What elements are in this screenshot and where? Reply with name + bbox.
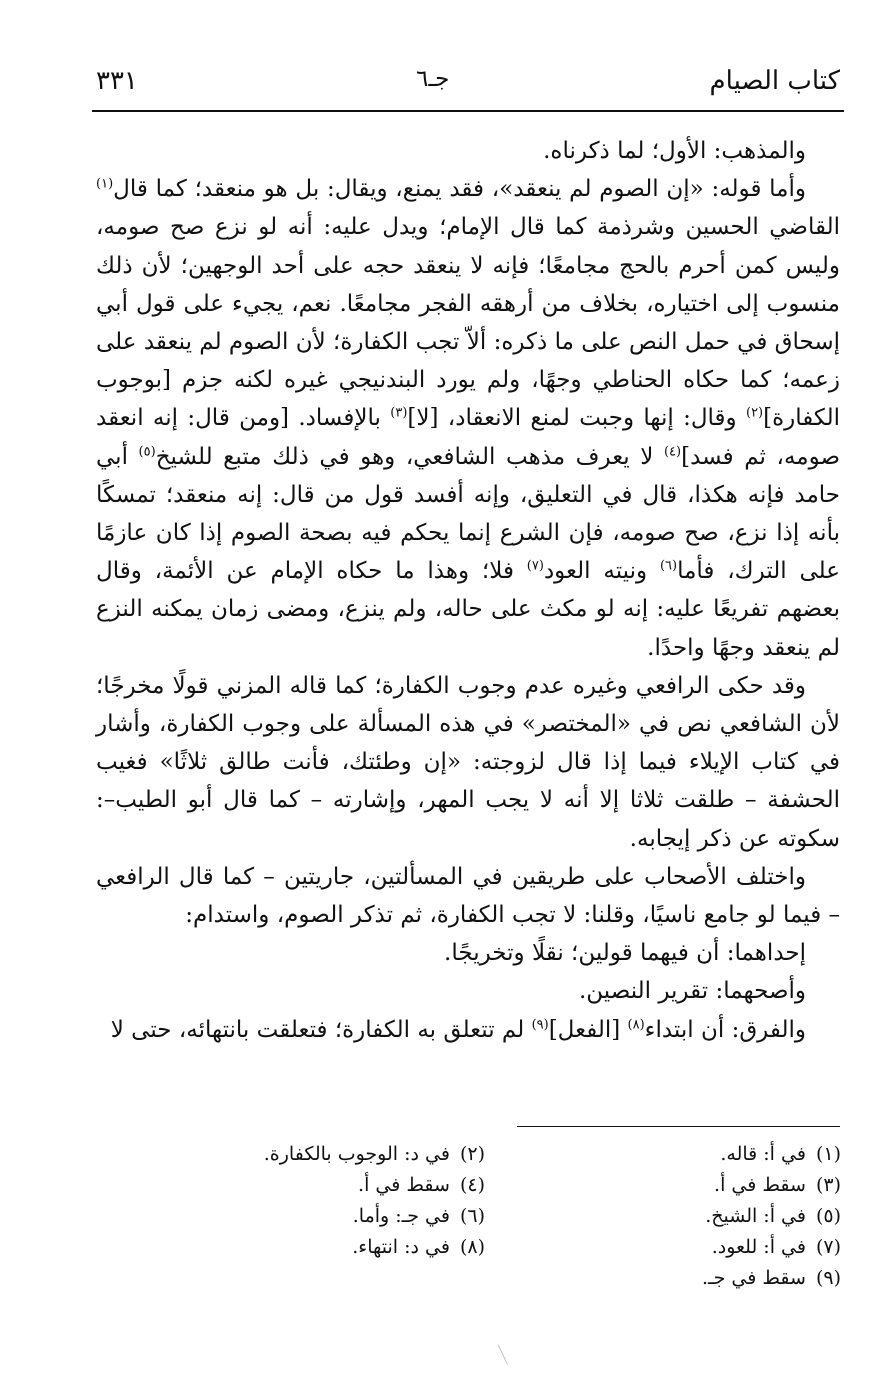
footnote-ref-7[interactable]: (٧) bbox=[526, 558, 544, 574]
page-number: ٣٣١ bbox=[96, 66, 138, 96]
chapter-title: كتاب الصيام bbox=[709, 66, 840, 96]
footnote-6: (٦)في جـ: وأما. bbox=[352, 1205, 485, 1227]
footnote-ref-9[interactable]: (٩) bbox=[531, 1017, 549, 1033]
footnote-ref-3[interactable]: (٣) bbox=[390, 405, 408, 421]
footnote-ref-6[interactable]: (٦) bbox=[659, 558, 678, 574]
header-divider bbox=[92, 110, 844, 112]
footnotes-odd-column bbox=[541, 1139, 841, 1294]
footnote-5: (٥)في أ: الشيخ. bbox=[705, 1205, 841, 1227]
footnote-7: (٧)في أ: للعود. bbox=[711, 1236, 841, 1258]
footnote-3: (٣)سقط في أ. bbox=[714, 1174, 841, 1196]
footnote-4: (٤)سقط في أ. bbox=[358, 1174, 485, 1196]
footnote-ref-1[interactable]: (١) bbox=[96, 176, 114, 192]
running-header bbox=[96, 62, 840, 102]
paragraph-4: واختلف الأصحاب على طريقين في المسألتين، جاريتين – كما قال الرافعي – فيما لو جامع ناسيًا، وقلنا: لا تجب الكفارة، ثم تذكر الصوم، واستدام: bbox=[96, 863, 840, 929]
paragraph-5: إحداهما: أن فيهما قولين؛ نقلًا وتخريجًا. bbox=[444, 940, 806, 967]
main-text bbox=[96, 132, 840, 1049]
volume-label: جـ٦ bbox=[416, 66, 450, 92]
footnote-2: (٢)في د: الوجوب بالكفارة. bbox=[263, 1143, 485, 1165]
footnote-divider bbox=[517, 1126, 840, 1127]
footnote-ref-4[interactable]: (٤) bbox=[663, 443, 682, 459]
footnote-ref-8[interactable]: (٨) bbox=[627, 1017, 645, 1033]
footnote-1: (١)في أ: قاله. bbox=[720, 1143, 841, 1165]
paragraph-2: وأما قوله: «إن الصوم لم ينعقد»، فقد يمنع، ويقال: بل هو منعقد؛ كما قال$^{(١)}$ القاضي الحسين وشرذمة كما قال الإمام؛ ويدل عليه: أنه لو نزع صح صومه، وليس كمن أحرم بالحج مجامعًا؛ فإنه لا ينعقد حجه على أحد الوجهين؛ لأن ذلك منسوب إلى اختياره، بخلاف من أرهقه الفجر مجامعًا. نعم، يجيء على قول أبي إسحاق في حمل النص على ما ذكره: ألاّ تجب الكفارة؛ لأن الصوم لم ينعقد على زعمه؛ كما حكاه الحناطي وجهًا، ولم يورد البندنيجي غيره لكنه جزم [بوجوب الكفارة]$^{(٢)}$ وقال: إنها وجبت لمنع الانعقاد، [لا]$^{(٣)}$ بالإفساد. [ومن قال: إنه انعقد صومه، ثم فسد]$^{(٤)}$ لا يعرف مذهب الشافعي، وهو في ذلك متبع للشيخ$^{(٥)}$ أبي حامد فإنه هكذا، قال في التعليق، وإنه أفسد قول من قال: إنه منعقد؛ تمسكًا بأنه إذا نزع، صح صومه، فإن الشرع إنما يحكم فيه بصحة الصوم إذا كان عازمًا على الترك، فأما$^{(٦)}$ ونيته العود$^{(٧)}$ فلا؛ وهذا ما حكاه الإمام عن الأئمة، وقال بعضهم تفريعًا عليه: إنه لو مكث على حاله، ولم ينزع، ومضى زمان يمكنه النزع لم ينعقد وجهًا واحدًا. bbox=[96, 176, 841, 661]
paragraph-7: والفرق: أن ابتداء$^{(٨)}$ [الفعل]$^{(٩)}$ لم تتعلق به الكفارة؛ فتعلقت بانتهائه، حتى لا bbox=[110, 1016, 806, 1043]
footnote-ref-5[interactable]: (٥) bbox=[138, 443, 156, 459]
footnotes-even-column bbox=[185, 1139, 485, 1263]
scan-speck bbox=[498, 1341, 515, 1365]
paragraph-1: والمذهب: الأول؛ لما ذكرناه. bbox=[543, 138, 806, 164]
footnote-9: (٩)سقط في جـ. bbox=[702, 1267, 841, 1289]
paragraph-6: وأصحهما: تقرير النصين. bbox=[578, 978, 806, 1005]
footnote-ref-2[interactable]: (٢) bbox=[745, 405, 764, 421]
footnote-8: (٨)في د: انتهاء. bbox=[352, 1236, 485, 1258]
paragraph-3: وقد حكى الرافعي وغيره عدم وجوب الكفارة؛ كما قاله المزني قولًا مخرجًا؛ لأن الشافعي نص في «المختصر» في هذه المسألة على وجوب الكفارة، وأشار في كتاب الإيلاء فيما إذا قال لزوجته: «إن وطئتك، فأنت طالق ثلاثًا» فغيب الحشفة – طلقت ثلاثا إلا أنه لا يجب المهر، وإشارته – كما قال أبو الطيب–: سكوته عن ذكر إيجابه. bbox=[96, 672, 840, 852]
